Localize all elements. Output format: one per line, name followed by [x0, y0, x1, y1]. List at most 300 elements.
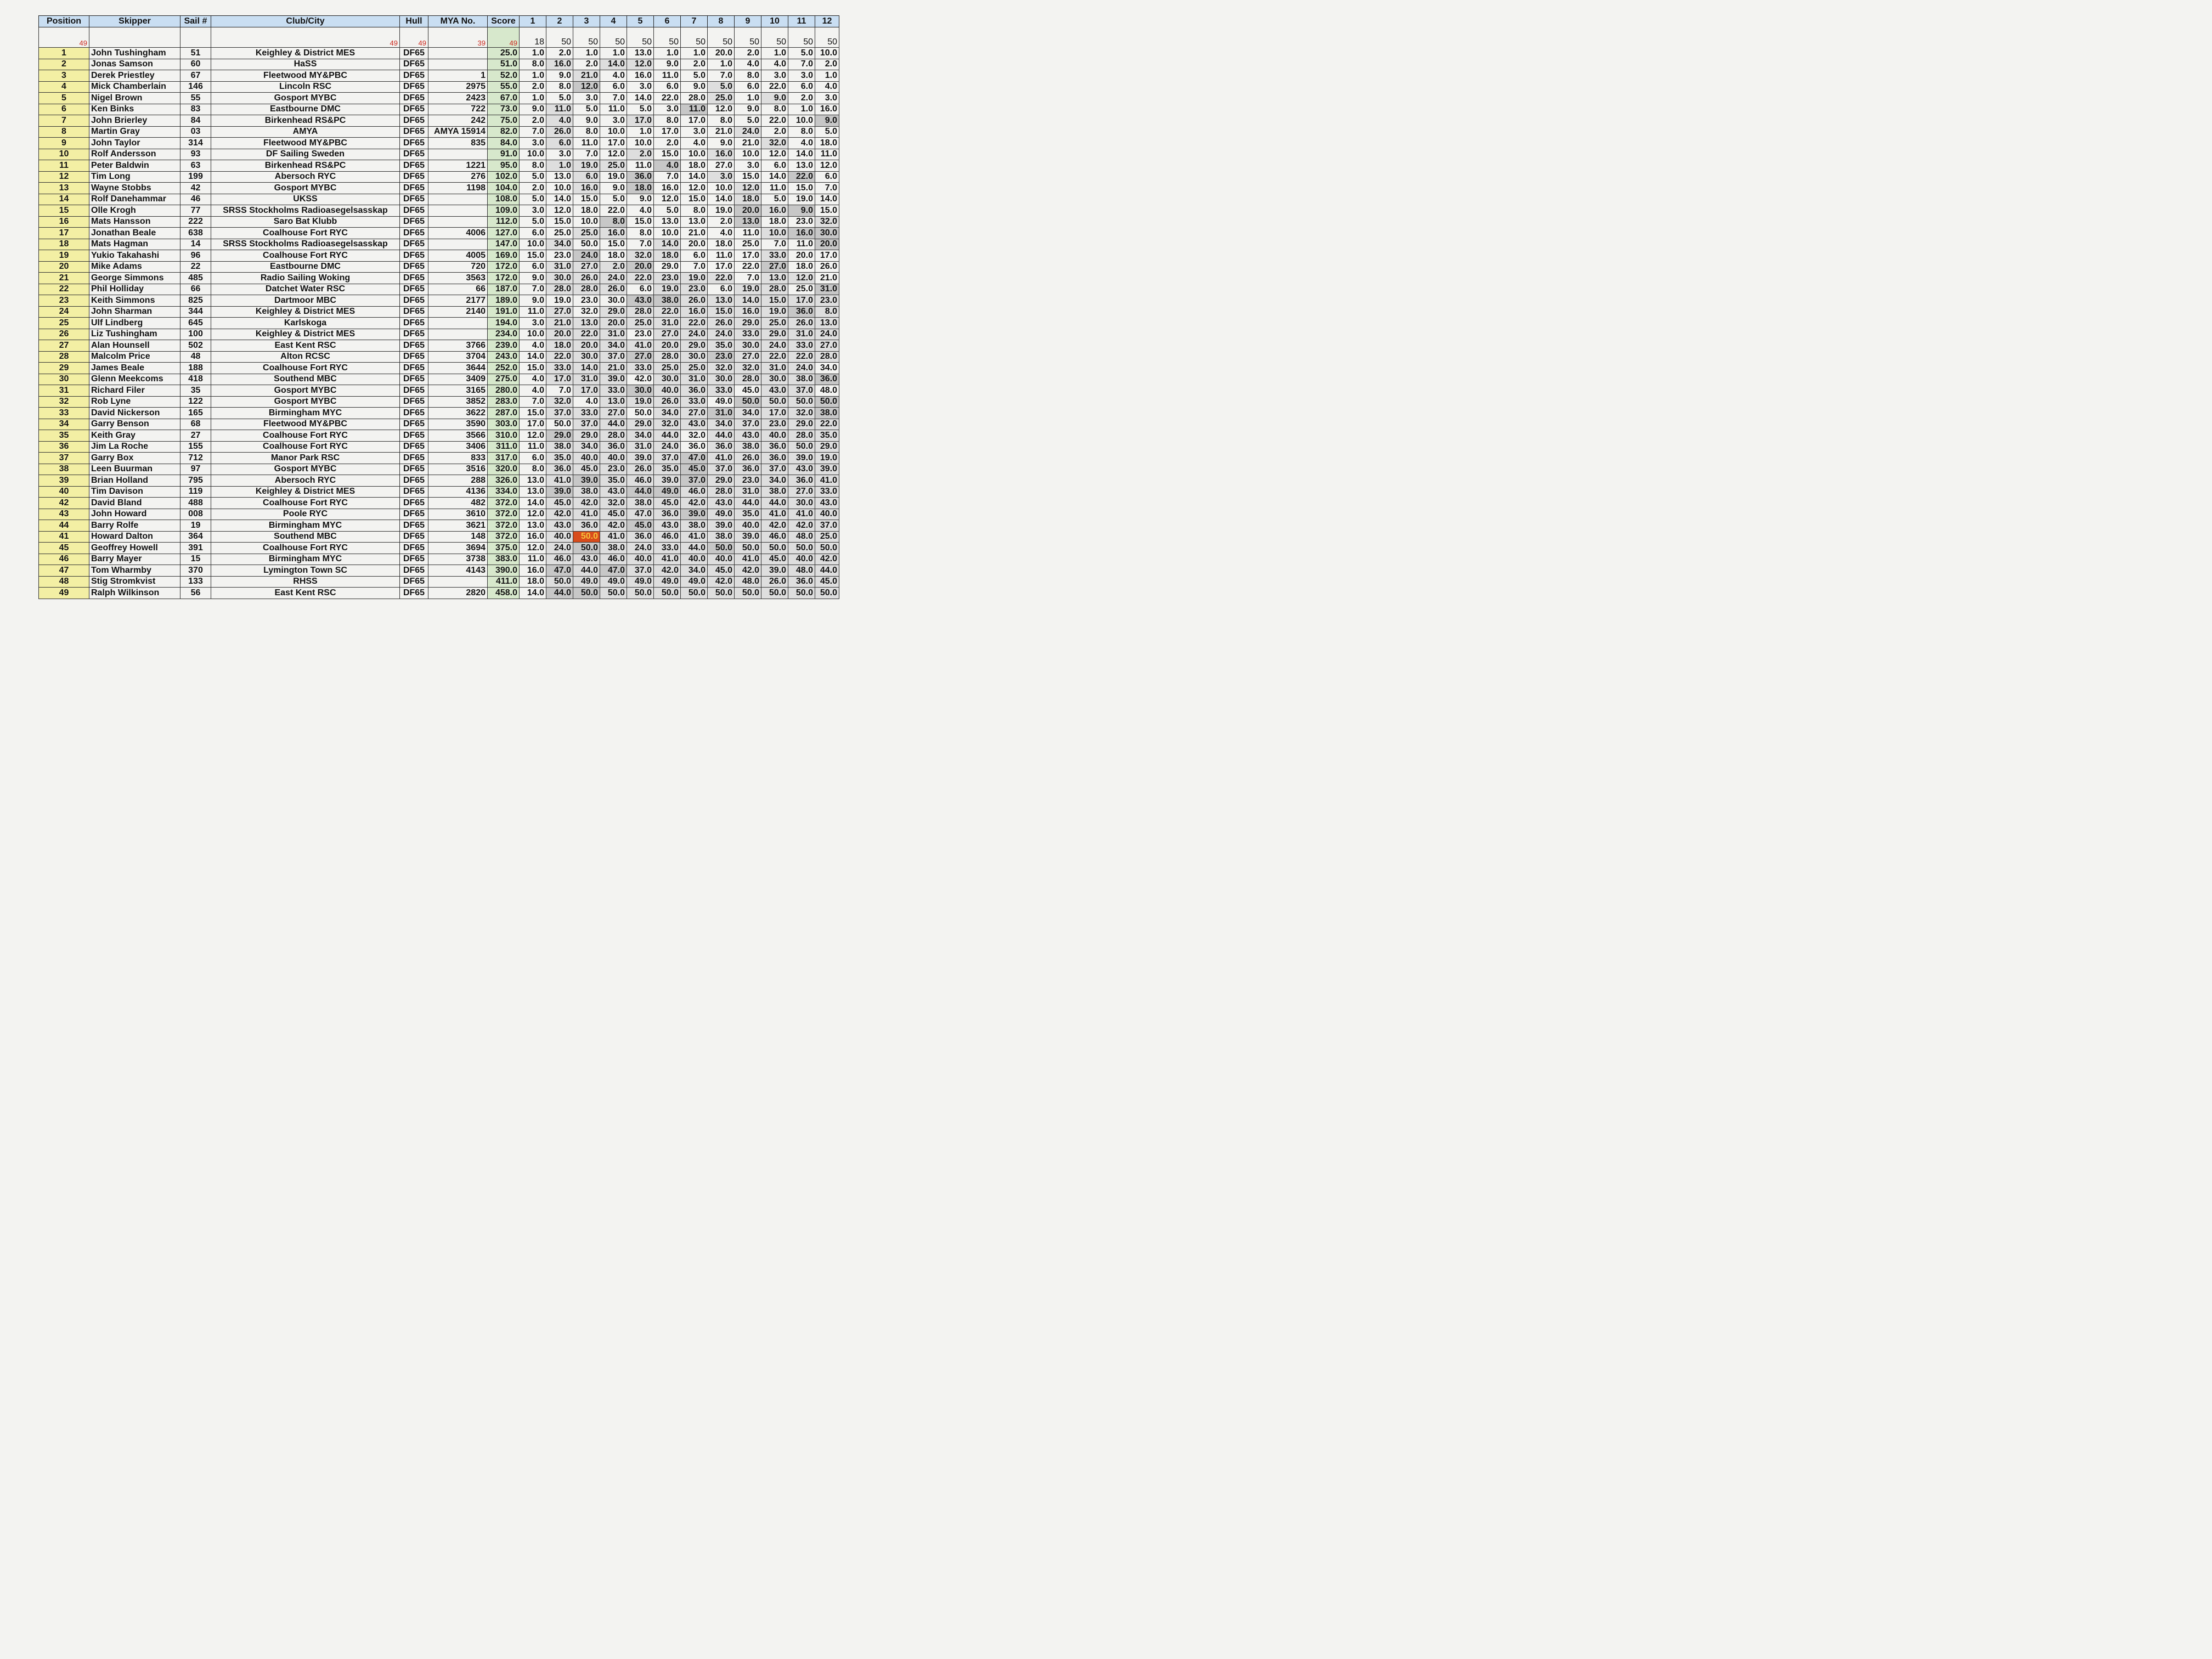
race-cell: 50.0: [788, 588, 815, 599]
score-cell: 372.0: [488, 509, 520, 520]
race-cell: 14.0: [761, 171, 788, 183]
race-cell: 13.0: [708, 295, 735, 307]
race-cell: 38.0: [735, 441, 761, 453]
race-cell: 16.0: [788, 228, 815, 239]
race-cell: 17.0: [681, 115, 708, 127]
hull-cell: DF65: [400, 284, 428, 295]
score-cell: 234.0: [488, 329, 520, 340]
race-cell: 40.0: [788, 554, 815, 565]
sail-cell: 100: [180, 329, 211, 340]
count-race: 50: [735, 27, 761, 48]
race-cell: 4.0: [681, 138, 708, 149]
race-cell: 36.0: [815, 374, 839, 385]
race-cell: 48.0: [788, 565, 815, 577]
race-cell: 11.0: [520, 554, 546, 565]
race-cell: 50.0: [546, 419, 573, 430]
race-cell: 5.0: [681, 70, 708, 82]
sail-cell: 77: [180, 205, 211, 217]
score-cell: 334.0: [488, 486, 520, 498]
position-cell: 21: [39, 273, 89, 284]
sail-cell: 15: [180, 554, 211, 565]
race-cell: 2.0: [735, 48, 761, 59]
position-cell: 28: [39, 351, 89, 363]
race-cell: 48.0: [815, 385, 839, 397]
hull-cell: DF65: [400, 543, 428, 554]
race-cell: 2.0: [681, 59, 708, 70]
score-cell: 51.0: [488, 59, 520, 70]
count-race: 50: [788, 27, 815, 48]
race-cell: 23.0: [788, 216, 815, 228]
count-race: 50: [761, 27, 788, 48]
race-cell: 39.0: [600, 374, 627, 385]
hull-cell: DF65: [400, 205, 428, 217]
hull-cell: DF65: [400, 374, 428, 385]
race-cell: 26.0: [761, 576, 788, 588]
position-cell: 42: [39, 498, 89, 509]
race-cell: 29.0: [815, 441, 839, 453]
race-cell: 13.0: [520, 520, 546, 532]
race-cell: 2.0: [573, 59, 600, 70]
race-cell: 40.0: [735, 520, 761, 532]
club-cell: Alton RCSC: [211, 351, 400, 363]
race-cell: 50.0: [573, 531, 600, 543]
sail-cell: 22: [180, 261, 211, 273]
race-cell: 33.0: [681, 396, 708, 408]
race-cell: 14.0: [573, 363, 600, 374]
race-cell: 12.0: [546, 205, 573, 217]
race-cell: 21.0: [600, 363, 627, 374]
race-cell: 8.0: [520, 464, 546, 475]
race-cell: 6.0: [520, 453, 546, 464]
hull-cell: DF65: [400, 318, 428, 329]
race-cell: 13.0: [573, 318, 600, 329]
score-cell: 372.0: [488, 520, 520, 532]
race-cell: 42.0: [815, 554, 839, 565]
race-cell: 24.0: [708, 329, 735, 340]
sail-cell: 638: [180, 228, 211, 239]
count-row: [39, 27, 839, 48]
race-cell: 16.0: [815, 104, 839, 115]
race-cell: 49.0: [708, 396, 735, 408]
score-cell: 108.0: [488, 194, 520, 205]
race-cell: 17.0: [600, 138, 627, 149]
race-cell: 45.0: [546, 498, 573, 509]
skipper-cell: John Tushingham: [89, 48, 180, 59]
race-cell: 8.0: [788, 126, 815, 138]
race-cell: 10.0: [573, 216, 600, 228]
race-cell: 18.0: [708, 239, 735, 250]
race-cell: 41.0: [815, 475, 839, 487]
score-cell: 102.0: [488, 171, 520, 183]
mya-cell: 3644: [428, 363, 488, 374]
mya-cell: [428, 318, 488, 329]
score-cell: 243.0: [488, 351, 520, 363]
race-cell: 45.0: [627, 520, 654, 532]
table-row: [39, 48, 839, 59]
race-cell: 47.0: [627, 509, 654, 520]
race-cell: 22.0: [815, 419, 839, 430]
race-cell: 24.0: [761, 340, 788, 352]
header-hull: Hull: [400, 16, 428, 27]
position-cell: 3: [39, 70, 89, 82]
sail-cell: 391: [180, 543, 211, 554]
score-cell: 104.0: [488, 183, 520, 194]
score-cell: 311.0: [488, 441, 520, 453]
race-cell: 18.0: [627, 183, 654, 194]
table-row: [39, 509, 839, 520]
race-cell: 42.0: [761, 520, 788, 532]
race-cell: 44.0: [761, 498, 788, 509]
race-cell: 50.0: [815, 543, 839, 554]
mya-cell: 835: [428, 138, 488, 149]
position-cell: 41: [39, 531, 89, 543]
race-cell: 10.0: [735, 149, 761, 160]
race-cell: 7.0: [761, 239, 788, 250]
position-cell: 31: [39, 385, 89, 397]
skipper-cell: Tim Davison: [89, 486, 180, 498]
header-club: Club/City: [211, 16, 400, 27]
race-cell: 7.0: [520, 126, 546, 138]
race-cell: 24.0: [815, 329, 839, 340]
hull-cell: DF65: [400, 93, 428, 104]
header-race-11: 11: [788, 16, 815, 27]
hull-cell: DF65: [400, 498, 428, 509]
mya-cell: 2177: [428, 295, 488, 307]
race-cell: 14.0: [520, 351, 546, 363]
header-mya: MYA No.: [428, 16, 488, 27]
race-cell: 37.0: [761, 464, 788, 475]
race-cell: 17.0: [627, 115, 654, 127]
club-cell: DF Sailing Sweden: [211, 149, 400, 160]
race-cell: 30.0: [681, 351, 708, 363]
race-cell: 32.0: [681, 430, 708, 442]
race-cell: 13.0: [520, 475, 546, 487]
race-cell: 15.0: [546, 216, 573, 228]
race-cell: 23.0: [735, 475, 761, 487]
club-cell: Datchet Water RSC: [211, 284, 400, 295]
race-cell: 33.0: [546, 363, 573, 374]
race-cell: 4.0: [600, 70, 627, 82]
race-cell: 5.0: [520, 194, 546, 205]
race-cell: 36.0: [654, 509, 681, 520]
race-cell: 29.0: [735, 318, 761, 329]
skipper-cell: Nigel Brown: [89, 93, 180, 104]
mya-cell: AMYA 15914: [428, 126, 488, 138]
race-cell: 19.0: [815, 453, 839, 464]
club-cell: Coalhouse Fort RYC: [211, 228, 400, 239]
race-cell: 6.0: [761, 160, 788, 172]
race-cell: 50.0: [573, 543, 600, 554]
sail-cell: 488: [180, 498, 211, 509]
race-cell: 42.0: [573, 498, 600, 509]
race-cell: 43.0: [627, 295, 654, 307]
race-cell: 46.0: [600, 554, 627, 565]
race-cell: 5.0: [788, 48, 815, 59]
race-cell: 50.0: [788, 441, 815, 453]
race-cell: 34.0: [600, 340, 627, 352]
table-row: [39, 250, 839, 262]
race-cell: 15.0: [600, 239, 627, 250]
race-cell: 45.0: [761, 554, 788, 565]
skipper-cell: Rob Lyne: [89, 396, 180, 408]
position-cell: 15: [39, 205, 89, 217]
score-cell: 52.0: [488, 70, 520, 82]
race-cell: 11.0: [627, 160, 654, 172]
score-cell: 390.0: [488, 565, 520, 577]
race-cell: 11.0: [573, 138, 600, 149]
race-cell: 18.0: [546, 340, 573, 352]
race-cell: 1.0: [520, 93, 546, 104]
race-cell: 11.0: [520, 306, 546, 318]
sail-cell: 03: [180, 126, 211, 138]
race-cell: 28.0: [735, 374, 761, 385]
score-cell: 73.0: [488, 104, 520, 115]
race-cell: 42.0: [735, 565, 761, 577]
mya-cell: 276: [428, 171, 488, 183]
race-cell: 36.0: [573, 520, 600, 532]
race-cell: 5.0: [708, 81, 735, 93]
race-cell: 20.0: [681, 239, 708, 250]
race-cell: 9.0: [761, 93, 788, 104]
race-cell: 12.0: [654, 194, 681, 205]
table-row: [39, 531, 839, 543]
race-cell: 33.0: [627, 363, 654, 374]
skipper-cell: David Nickerson: [89, 408, 180, 419]
sail-cell: 502: [180, 340, 211, 352]
club-cell: Fleetwood MY&PBC: [211, 70, 400, 82]
header-race-2: 2: [546, 16, 573, 27]
race-cell: 1.0: [573, 48, 600, 59]
mya-cell: 148: [428, 531, 488, 543]
position-cell: 46: [39, 554, 89, 565]
race-cell: 38.0: [788, 374, 815, 385]
race-cell: 14.0: [600, 59, 627, 70]
race-cell: 2.0: [600, 261, 627, 273]
race-cell: 15.0: [681, 194, 708, 205]
race-cell: 8.0: [546, 81, 573, 93]
race-cell: 3.0: [654, 104, 681, 115]
race-cell: 11.0: [761, 183, 788, 194]
sail-cell: 67: [180, 70, 211, 82]
race-cell: 21.0: [815, 273, 839, 284]
race-cell: 11.0: [600, 104, 627, 115]
race-cell: 20.0: [735, 205, 761, 217]
race-cell: 29.0: [654, 261, 681, 273]
race-cell: 9.0: [735, 104, 761, 115]
position-cell: 43: [39, 509, 89, 520]
race-cell: 32.0: [788, 408, 815, 419]
position-cell: 9: [39, 138, 89, 149]
skipper-cell: Jonathan Beale: [89, 228, 180, 239]
race-cell: 27.0: [681, 408, 708, 419]
hull-cell: DF65: [400, 396, 428, 408]
race-cell: 14.0: [627, 93, 654, 104]
mya-cell: [428, 216, 488, 228]
position-cell: 18: [39, 239, 89, 250]
hull-cell: DF65: [400, 261, 428, 273]
race-cell: 28.0: [681, 93, 708, 104]
race-cell: 50.0: [735, 543, 761, 554]
sail-cell: 222: [180, 216, 211, 228]
skipper-cell: John Sharman: [89, 306, 180, 318]
race-cell: 15.0: [708, 306, 735, 318]
race-cell: 23.0: [654, 273, 681, 284]
race-cell: 15.0: [761, 295, 788, 307]
race-cell: 14.0: [788, 149, 815, 160]
race-cell: 50.0: [788, 396, 815, 408]
race-cell: 35.0: [735, 509, 761, 520]
race-cell: 20.0: [815, 239, 839, 250]
race-cell: 36.0: [788, 475, 815, 487]
race-cell: 18.0: [654, 250, 681, 262]
race-cell: 40.0: [815, 509, 839, 520]
race-cell: 24.0: [654, 441, 681, 453]
hull-cell: DF65: [400, 351, 428, 363]
race-cell: 16.0: [761, 205, 788, 217]
race-cell: 31.0: [546, 261, 573, 273]
race-cell: 7.0: [788, 59, 815, 70]
race-cell: 31.0: [761, 363, 788, 374]
race-cell: 10.0: [546, 183, 573, 194]
race-cell: 47.0: [546, 565, 573, 577]
position-cell: 6: [39, 104, 89, 115]
sail-cell: 008: [180, 509, 211, 520]
skipper-cell: Malcolm Price: [89, 351, 180, 363]
race-cell: 6.0: [600, 81, 627, 93]
race-cell: 23.0: [627, 329, 654, 340]
skipper-cell: Rolf Andersson: [89, 149, 180, 160]
race-cell: 17.0: [708, 261, 735, 273]
race-cell: 17.0: [761, 408, 788, 419]
race-cell: 38.0: [654, 295, 681, 307]
race-cell: 14.0: [520, 588, 546, 599]
race-cell: 41.0: [708, 453, 735, 464]
race-cell: 2.0: [546, 48, 573, 59]
position-cell: 37: [39, 453, 89, 464]
race-cell: 34.0: [708, 419, 735, 430]
position-cell: 30: [39, 374, 89, 385]
race-cell: 50.0: [600, 588, 627, 599]
count-mya: 39: [428, 27, 488, 48]
hull-cell: DF65: [400, 138, 428, 149]
race-cell: 39.0: [654, 475, 681, 487]
hull-cell: DF65: [400, 588, 428, 599]
race-cell: 9.0: [627, 194, 654, 205]
race-cell: 1.0: [681, 48, 708, 59]
race-cell: 3.0: [815, 93, 839, 104]
race-cell: 26.0: [708, 318, 735, 329]
race-cell: 45.0: [708, 565, 735, 577]
hull-cell: DF65: [400, 194, 428, 205]
header-race-12: 12: [815, 16, 839, 27]
race-cell: 24.0: [627, 543, 654, 554]
race-cell: 8.0: [708, 115, 735, 127]
race-cell: 29.0: [761, 329, 788, 340]
race-cell: 5.0: [520, 171, 546, 183]
race-cell: 26.0: [654, 396, 681, 408]
table-row: [39, 295, 839, 307]
race-cell: 46.0: [681, 486, 708, 498]
race-cell: 19.0: [573, 160, 600, 172]
club-cell: Radio Sailing Woking: [211, 273, 400, 284]
race-cell: 13.0: [735, 216, 761, 228]
race-cell: 7.0: [708, 70, 735, 82]
score-cell: 95.0: [488, 160, 520, 172]
race-cell: 18.0: [788, 261, 815, 273]
race-cell: 4.0: [520, 340, 546, 352]
club-cell: Manor Park RSC: [211, 453, 400, 464]
club-cell: East Kent RSC: [211, 588, 400, 599]
race-cell: 44.0: [600, 419, 627, 430]
race-cell: 28.0: [546, 284, 573, 295]
sail-cell: 825: [180, 295, 211, 307]
race-cell: 43.0: [761, 385, 788, 397]
race-cell: 2.0: [520, 81, 546, 93]
race-cell: 17.0: [573, 385, 600, 397]
skipper-cell: Geoffrey Howell: [89, 543, 180, 554]
race-cell: 39.0: [788, 453, 815, 464]
race-cell: 33.0: [654, 543, 681, 554]
race-cell: 3.0: [681, 126, 708, 138]
race-cell: 50.0: [708, 588, 735, 599]
score-cell: 287.0: [488, 408, 520, 419]
race-cell: 4.0: [546, 115, 573, 127]
race-cell: 36.0: [761, 441, 788, 453]
table-row: [39, 385, 839, 397]
race-cell: 35.0: [815, 430, 839, 442]
race-cell: 9.0: [654, 59, 681, 70]
skipper-cell: Garry Benson: [89, 419, 180, 430]
race-cell: 25.0: [573, 228, 600, 239]
score-cell: 283.0: [488, 396, 520, 408]
skipper-cell: Derek Priestley: [89, 70, 180, 82]
race-cell: 19.0: [761, 306, 788, 318]
race-cell: 15.0: [573, 194, 600, 205]
race-cell: 23.0: [708, 351, 735, 363]
race-cell: 37.0: [735, 419, 761, 430]
race-cell: 19.0: [654, 284, 681, 295]
race-cell: 23.0: [600, 464, 627, 475]
race-cell: 3.0: [627, 81, 654, 93]
race-cell: 10.0: [600, 126, 627, 138]
position-cell: 49: [39, 588, 89, 599]
race-cell: 16.0: [546, 59, 573, 70]
race-cell: 2.0: [654, 138, 681, 149]
sail-cell: 364: [180, 531, 211, 543]
skipper-cell: Tim Long: [89, 171, 180, 183]
count-race: 18: [520, 27, 546, 48]
race-cell: 37.0: [573, 419, 600, 430]
table-row: [39, 329, 839, 340]
race-cell: 41.0: [735, 554, 761, 565]
table-row: [39, 261, 839, 273]
race-cell: 39.0: [708, 520, 735, 532]
race-cell: 25.0: [788, 284, 815, 295]
club-cell: Southend MBC: [211, 531, 400, 543]
score-cell: 326.0: [488, 475, 520, 487]
race-cell: 34.0: [761, 475, 788, 487]
race-cell: 28.0: [761, 284, 788, 295]
sail-cell: 645: [180, 318, 211, 329]
race-cell: 5.0: [573, 104, 600, 115]
race-cell: 35.0: [708, 340, 735, 352]
race-cell: 3.0: [761, 70, 788, 82]
race-cell: 16.0: [573, 183, 600, 194]
mya-cell: 1: [428, 70, 488, 82]
table-row: [39, 93, 839, 104]
race-cell: 12.0: [761, 149, 788, 160]
race-cell: 36.0: [681, 385, 708, 397]
